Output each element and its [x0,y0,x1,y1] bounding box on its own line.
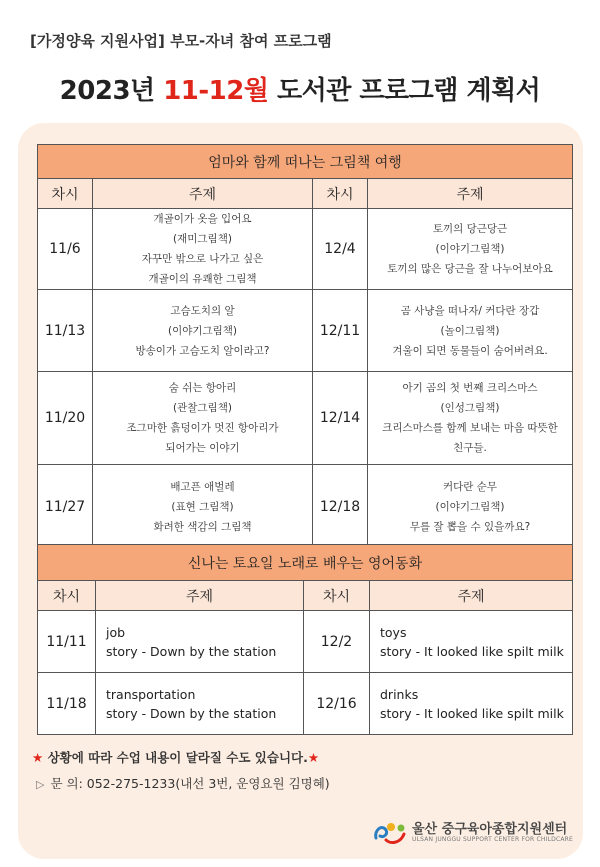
session-date: 11/20 [38,372,93,465]
col-session: 차시 [304,581,370,611]
star-icon: ★ [32,750,44,765]
session-date: 11/6 [38,209,93,290]
table-header-row [38,581,573,611]
col-session: 차시 [38,581,96,611]
col-topic: 주제 [370,581,573,611]
english-story-table-title: 신나는 토요일 노래로 배우는 영어동화 [38,545,573,581]
session-date: 12/16 [304,673,370,735]
table-row [38,290,573,372]
session-date: 12/11 [313,290,368,372]
session-topic: 배고픈 애벌레 (표현 그림책) 화려한 색감의 그림책 [93,465,313,550]
table-row [38,465,573,550]
session-date: 12/18 [313,465,368,550]
title-prefix: 2023년 [59,76,164,106]
session-topic: toys story - It looked like spilt milk [370,611,573,673]
session-topic: 토끼의 당근당근 (이야기그림책) 토끼의 많은 당근을 잘 나누어보아요 [368,209,573,290]
col-session: 차시 [313,179,368,209]
session-topic: 커다란 순무 (이야기그림책) 무를 잘 뽑을 수 있을까요? [368,465,573,550]
picture-book-table [37,144,573,550]
center-name: 울산 중구육아종합지원센터 [412,822,568,837]
session-topic: 개골이가 옷을 입어요 (재미그림책) 자꾸만 밖으로 나가고 싶은 개골이의 유쾌한 그림책 [93,209,313,290]
table-row [38,209,573,290]
notice-text: ★ 상황에 따라 수업 내용이 달라질 수도 있습니다.★ [32,750,320,765]
session-topic: job story - Down by the station [96,611,304,673]
triangle-right-icon: ▷ [36,778,45,791]
center-name-en: ULSAN JUNGGU SUPPORT CENTER FOR CHILDCARE [412,836,574,843]
program-tag: [가정양육 지원사업] 부모-자녀 참여 프로그램 [30,32,332,50]
session-topic: 아기 곰의 첫 번째 크리스마스 (인성그림책) 크리스마스를 함께 보내는 마음 따뜻한 친구들. [368,372,573,465]
session-topic: 숨 쉬는 항아리 (관찰그림책) 조그마한 흙덩이가 멋진 항아리가 되어가는 이야기 [93,372,313,465]
session-date: 12/4 [313,209,368,290]
session-topic: 고슴도치의 알 (이야기그림책) 방송이가 고슴도치 알이라고? [93,290,313,372]
col-topic: 주제 [93,179,313,209]
contact-info [36,774,330,792]
col-session: 차시 [38,179,93,209]
contact-text: 문 의: 052-275-1233(내선 3번, 운영요원 김명혜) [50,776,330,791]
page-title [0,70,600,107]
table-row [38,372,573,465]
session-date: 11/11 [38,611,96,673]
session-topic: 곰 사냥을 떠나자/ 커다란 장갑 (놀이그림책) 겨울이 되면 동물들이 숨어버려요. [368,290,573,372]
table-row [38,673,573,735]
title-accent: 11-12월 [163,76,269,106]
table-row [38,611,573,673]
center-logo [372,816,572,848]
session-date: 12/2 [304,611,370,673]
session-date: 11/13 [38,290,93,372]
table-header-row [38,179,573,209]
col-topic: 주제 [368,179,573,209]
picture-book-table-title: 엄마와 함께 떠나는 그림책 여행 [38,145,573,179]
session-topic: drinks story - It looked like spilt milk [370,673,573,735]
session-date: 11/27 [38,465,93,550]
session-topic: transportation story - Down by the station [96,673,304,735]
session-date: 12/14 [313,372,368,465]
session-date: 11/18 [38,673,96,735]
title-suffix: 도서관 프로그램 계획서 [268,76,541,106]
star-icon: ★ [307,750,320,765]
english-story-table [37,544,573,735]
center-logo-icon [372,818,408,846]
col-topic: 주제 [96,581,304,611]
